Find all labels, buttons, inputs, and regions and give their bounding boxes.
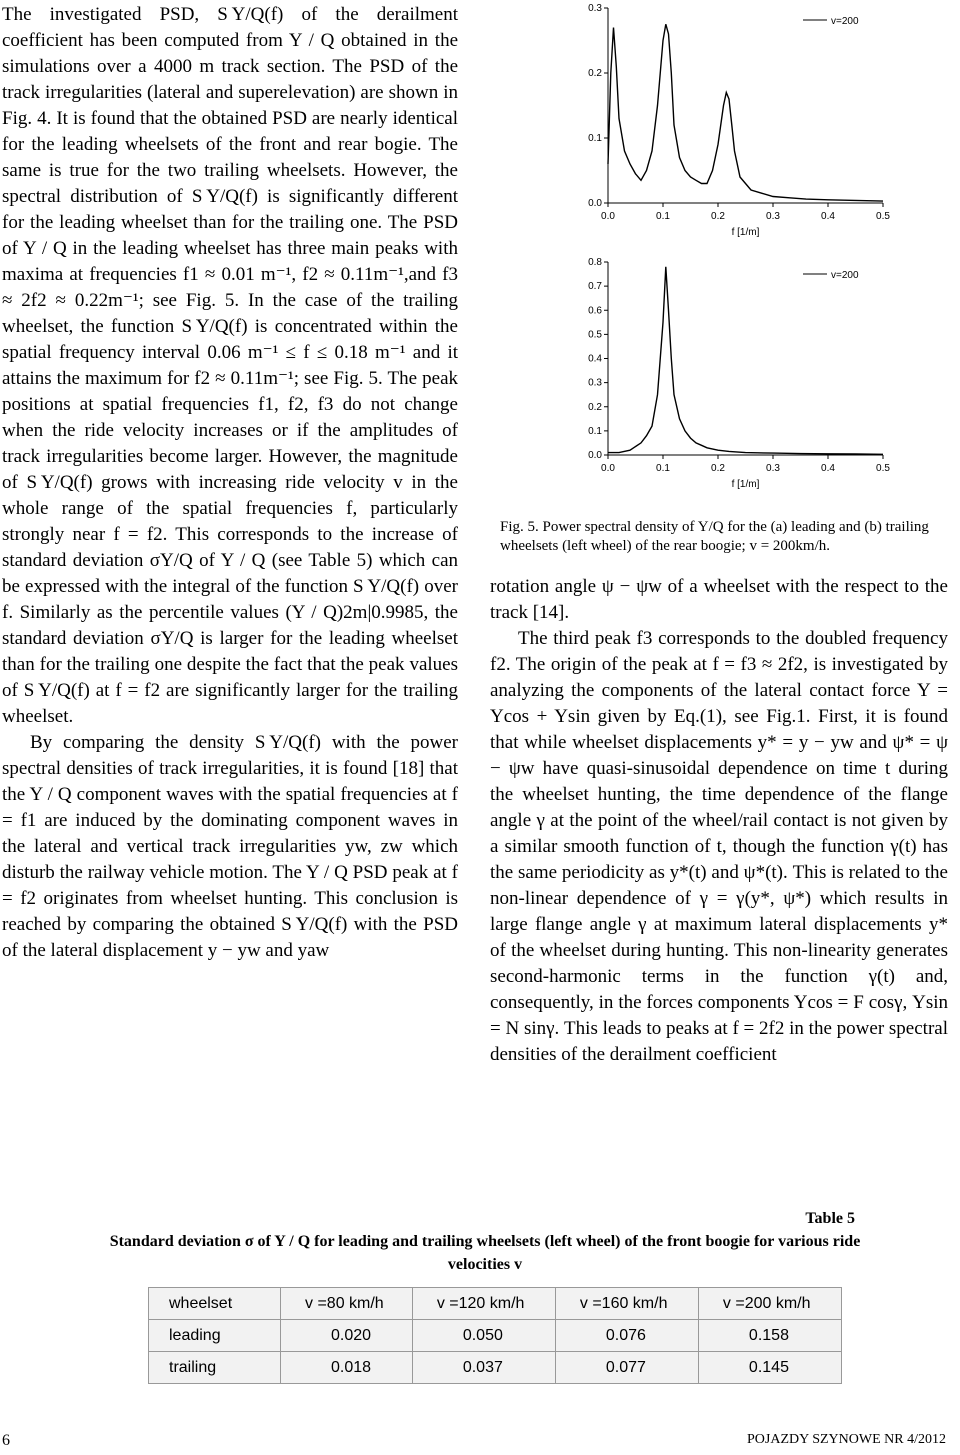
- series-line: [608, 24, 883, 201]
- legend-label: v=200: [831, 270, 859, 281]
- table-title: Standard deviation σ of Y / Q for leading and trailing wheelsets (left wheel) of the front boogie for various ride velocities v: [109, 1233, 861, 1273]
- y-tick-label: 0.4: [588, 353, 602, 365]
- x-tick-label: 0.5: [876, 463, 890, 474]
- table-header: v =200 km/h: [698, 1288, 841, 1320]
- page-number: 6: [2, 1432, 10, 1449]
- x-tick-label: 0.0: [601, 463, 615, 474]
- table-cell: 0.077: [555, 1352, 698, 1384]
- journal-name: POJAZDY SZYNOWE NR 4/2012: [747, 1432, 946, 1447]
- y-tick-label: 0.6: [588, 305, 602, 317]
- table-cell: 0.145: [698, 1352, 841, 1384]
- table-row: [149, 1352, 842, 1384]
- x-tick-label: 0.1: [656, 463, 670, 474]
- x-tick-label: 0.2: [711, 463, 725, 474]
- x-tick-label: 0.2: [711, 211, 725, 222]
- y-tick-label: 0.3: [588, 377, 602, 389]
- x-tick-label: 0.0: [601, 211, 615, 222]
- y-tick-label: 0.1: [588, 425, 602, 437]
- y-tick-label: 0.0: [588, 450, 602, 461]
- paragraph: By comparing the density S Y/Q(f) with the power spectral densities of track irregularities, it is found [18] that the Y / Q component waves with the spatial frequencies at f = f1 are induced by the dominating component waves in the lateral and vertical track irregularities yw, zw which disturb the railway vehicle motion. The Y / Q PSD peak at f = f2 originates from wheelset hunting. This conclusion is reached by comparing the obtained S Y/Q(f) with the PSD of the lateral displacement y − yw and yaw: [2, 732, 458, 961]
- left-column: [2, 2, 458, 964]
- table-cell: 0.020: [281, 1320, 413, 1352]
- y-tick-label: 0.2: [588, 68, 602, 79]
- paragraph: The third peak f3 corresponds to the doubled frequency f2. The origin of the peak at f = f3 ≈ 2f2, is investigated by analyzing the components of the lateral contact force Y = Ycos + Ysin given by Eq.(1), see Fig.1. First, it is found that while wheelset displacements y* = y − yw and ψ* = ψ − ψw have quasi-sinusoidal dependence on time t during the wheelset hunting, the time dependence of the flange angle γ at the point of the wheel/rail contact is not given by a similar smooth function of t, though the function γ(t) has the same periodicity as y*(t) and ψ*(t). This is related to the non-linear dependence of γ = γ(y*, ψ*) which results in large flange angle γ at maximum lateral displacements y* of the wheelset during hunting. This non-linearity generates second-harmonic terms in the function γ(t) and, consequently, in the forces components Ycos = F cosγ, Ysin = N sinγ. This leads to peaks at f = 2f2 in the power spectral densities of the derailment coefficient: [490, 628, 948, 1065]
- right-column: [490, 574, 948, 1068]
- x-tick-label: 0.4: [821, 211, 835, 222]
- paragraph: rotation angle ψ − ψw of a wheelset with the respect to the track [14].: [490, 576, 948, 623]
- y-tick-label: 0.7: [588, 281, 602, 293]
- table-header: v =160 km/h: [555, 1288, 698, 1320]
- x-tick-label: 0.1: [656, 211, 670, 222]
- table-cell: 0.037: [412, 1352, 555, 1384]
- y-tick-label: 0.3: [588, 3, 602, 14]
- table-cell: leading: [149, 1320, 281, 1352]
- y-tick-label: 0.2: [588, 401, 602, 413]
- x-axis-label: f [1/m]: [731, 227, 760, 238]
- table-cell: 0.018: [281, 1352, 413, 1384]
- table-cell: trailing: [149, 1352, 281, 1384]
- figure-caption: Fig. 5. Power spectral density of Y/Q for the (a) leading and (b) trailing wheelsets (left wheel) of the rear boogie; v = 200km/h.: [500, 519, 929, 554]
- x-tick-label: 0.5: [876, 211, 890, 222]
- table-cell: 0.076: [555, 1320, 698, 1352]
- y-tick-label: 0.1: [588, 133, 602, 144]
- table-header: wheelset: [149, 1288, 281, 1320]
- legend-label: v=200: [831, 16, 859, 27]
- table-5: [148, 1287, 842, 1384]
- y-tick-label: 0.0: [588, 198, 602, 209]
- table-header-row: [149, 1288, 842, 1320]
- table-label: Table 5: [805, 1210, 855, 1227]
- paragraph: The investigated PSD, S Y/Q(f) of the derailment coefficient has been computed from Y / Q obtained in the simulations over a 4000 m track section. The PSD of the track irregularities (lateral and superelevation) are shown in Fig. 4. It is found that the obtained PSD are nearly identical for the leading wheelsets of the front and rear bogie. The same is true for the two trailing wheelsets. However, the spectral distribution of S Y/Q(f) is significantly different for the leading wheelset than for the trailing one. The PSD of Y / Q in the leading wheelset has three main peaks with maxima at frequencies f1 ≈ 0.01 m⁻¹, f2 ≈ 0.11m⁻¹,and f3 ≈ 2f2 ≈ 0.22m⁻¹; see Fig. 5. In the case of the trailing wheelset, the function S Y/Q(f) is concentrated within the spatial frequency interval 0.06 m⁻¹ ≤ f ≤ 0.18 m⁻¹ and it attains the maximum for f2 ≈ 0.11m⁻¹; see Fig. 5. The peak positions at spatial frequencies f1, f2, f3 do not change when the ride velocity increases or if the amplitudes of track irregularities become larger. However, the magnitude of S Y/Q(f) grows with increasing ride velocity v in the whole range of the spatial frequencies f, particularly strongly near f = f2. This corresponds to the increase of standard deviation σY/Q of Y / Q (see Table 5) which can be expressed with the integral of the function S Y/Q(f) over f. Similarly as the percentile values (Y / Q)2m|0.9985, the standard deviation σY/Q is larger for the leading wheelset than for the trailing one despite the fact that the peak values of S Y/Q(f) at f = f2 are significantly larger for the trailing wheelset.: [2, 4, 458, 727]
- x-axis-label: f [1/m]: [731, 479, 760, 490]
- y-tick-label: 0.8: [588, 257, 602, 268]
- chart-trailing-wheelset: [560, 250, 890, 510]
- figure-5: [560, 0, 890, 510]
- table-cell: 0.050: [412, 1320, 555, 1352]
- chart-leading-wheelset: [560, 0, 890, 250]
- x-tick-label: 0.3: [766, 463, 780, 474]
- series-line: [608, 267, 883, 455]
- table-cell: 0.158: [698, 1320, 841, 1352]
- table-header: v =120 km/h: [412, 1288, 555, 1320]
- y-tick-label: 0.5: [588, 329, 602, 341]
- x-tick-label: 0.4: [821, 463, 835, 474]
- table-header: v =80 km/h: [281, 1288, 413, 1320]
- table-row: [149, 1320, 842, 1352]
- x-tick-label: 0.3: [766, 211, 780, 222]
